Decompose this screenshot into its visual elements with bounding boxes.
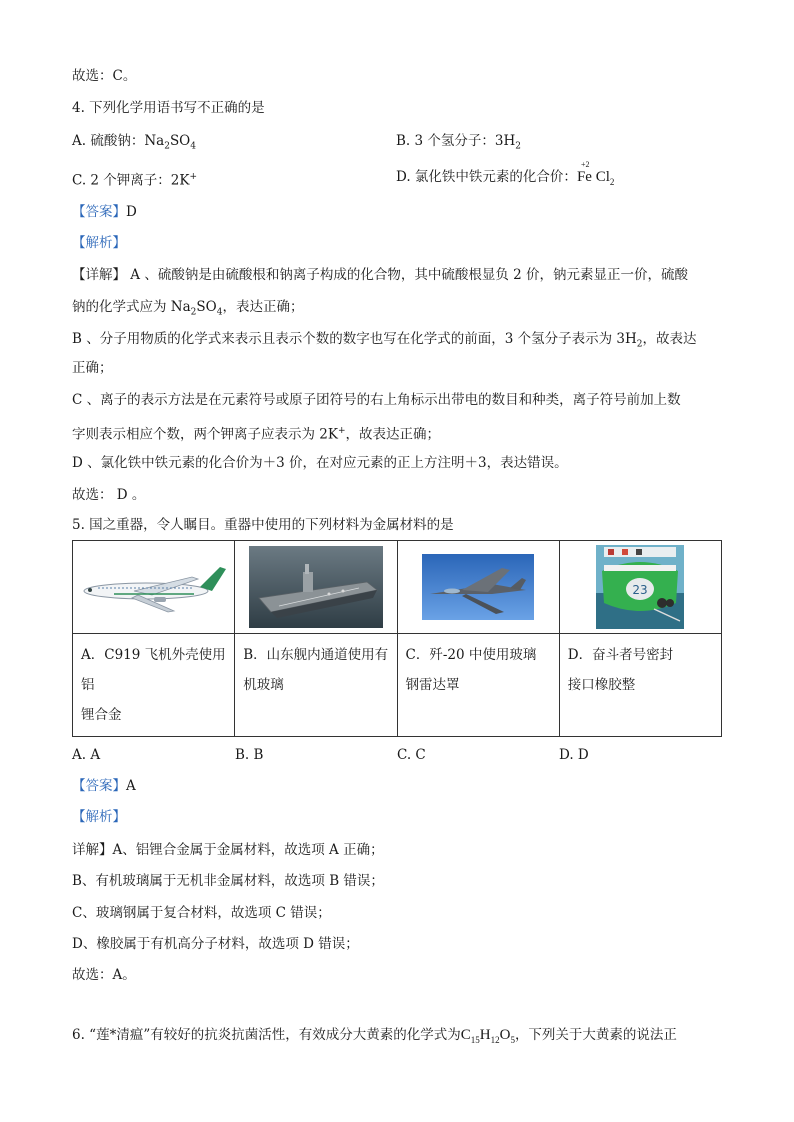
q4-detail-4: D 、氯化铁中铁元素的化合价为＋3 价，在对应元素的正上方注明＋3，表达错误。 (72, 455, 568, 471)
q4-option-d: D. 氯化铁中铁元素的化合价： +2 Fe $Cl_2$ (396, 160, 615, 187)
q5-option-b: B. B (235, 747, 264, 763)
q5-option-a: A. A (72, 747, 101, 763)
q5-option-cell-a: A．C919 飞机外壳使用铝 锂合金 (73, 634, 235, 737)
q5-analysis-label: 【解析】 (72, 809, 126, 825)
q5-detail-3: C、玻璃钢属于复合材料，故选项 C 错误； (72, 905, 331, 921)
q4-answer: 【答案】D (72, 204, 137, 220)
fighter-jet-icon (422, 554, 534, 620)
q5-option-d: D. D (559, 747, 589, 763)
q4-option-a: A. 硫酸钠：$Na_2SO_4$ (72, 133, 196, 152)
svg-text:23: 23 (632, 583, 649, 597)
q4-option-c: C. 2 个钾离子：2K+ (72, 172, 198, 189)
submersible-icon (596, 545, 684, 629)
q5-option-cell-b: B．山东舰内通道使用有 机玻璃 (235, 634, 397, 737)
q5-choice: 故选：A。 (72, 967, 136, 983)
q5-image-cell-a (73, 541, 235, 634)
q5-detail-2: B、有机玻璃属于无机非金属材料，故选项 B 错误； (72, 873, 384, 889)
aircraft-carrier-icon (249, 546, 383, 628)
q5-image-cell-d (559, 541, 721, 634)
q5-detail-1: 详解】A、铝锂合金属于金属材料，故选项 A 正确； (72, 842, 384, 858)
q4-option-b: B. 3 个氢分子：$3H_2$ (396, 133, 521, 152)
q5-answer: 【答案】A (72, 778, 136, 794)
q4-detail-3b: 字则表示相应个数，两个钾离子应表示为 2K+，故表达正确； (72, 426, 441, 443)
q4-detail-3a: C 、离子的表示方法是在元素符号或原子团符号的右上角标示出带电的数目和种类，离子符号前加上数 (72, 392, 681, 408)
q4-detail-2b: 正确； (72, 360, 113, 376)
q5-image-cell-c (397, 541, 559, 634)
q5-materials-table (72, 540, 722, 737)
q6-formula: $C_{15}H_{12}O_5$ (460, 1027, 515, 1045)
q5-option-c: C. C (397, 747, 426, 763)
q5-detail-4: D、橡胶属于有机高分子材料，故选项 D 错误； (72, 936, 359, 952)
q5-stem: 5. 国之重器，令人瞩目。重器中使用的下列材料为金属材料的是 (72, 517, 454, 533)
q4-detail-2a: B 、分子用物质的化学式来表示且表示个数的数字也写在化学式的前面，3 个氢分子表示为 $3H_2$，故表达 (72, 331, 697, 350)
q4-analysis-label: 【解析】 (72, 235, 126, 251)
q4-detail-1b: 钠的化学式应为 $Na_2SO_4$，表达正确； (72, 299, 304, 318)
q5-option-cell-d: D．奋斗者号密封 接口橡胶整 (559, 634, 721, 737)
airplane-icon (74, 557, 234, 617)
prev-choice: 故选：C。 (72, 68, 137, 84)
q6-stem: 6. “莲*清瘟”有较好的抗炎抗菌活性，有效成分大黄素的化学式为$C_{15}H_{12}O_5$，下列关于大黄素的说法正 (72, 1027, 677, 1045)
q5-option-cell-c: C．歼-20 中使用玻璃 钢雷达罩 (397, 634, 559, 737)
q4-detail-1a: 【详解】 A 、硫酸钠是由硫酸根和钠离子构成的化合物，其中硫酸根显负 2 价，钠元素显正一价，硫酸 (72, 267, 689, 283)
q5-image-cell-b (235, 541, 397, 634)
q4-stem: 4. 下列化学用语书写不正确的是 (72, 100, 265, 116)
q4-choice: 故选： D 。 (72, 487, 146, 503)
